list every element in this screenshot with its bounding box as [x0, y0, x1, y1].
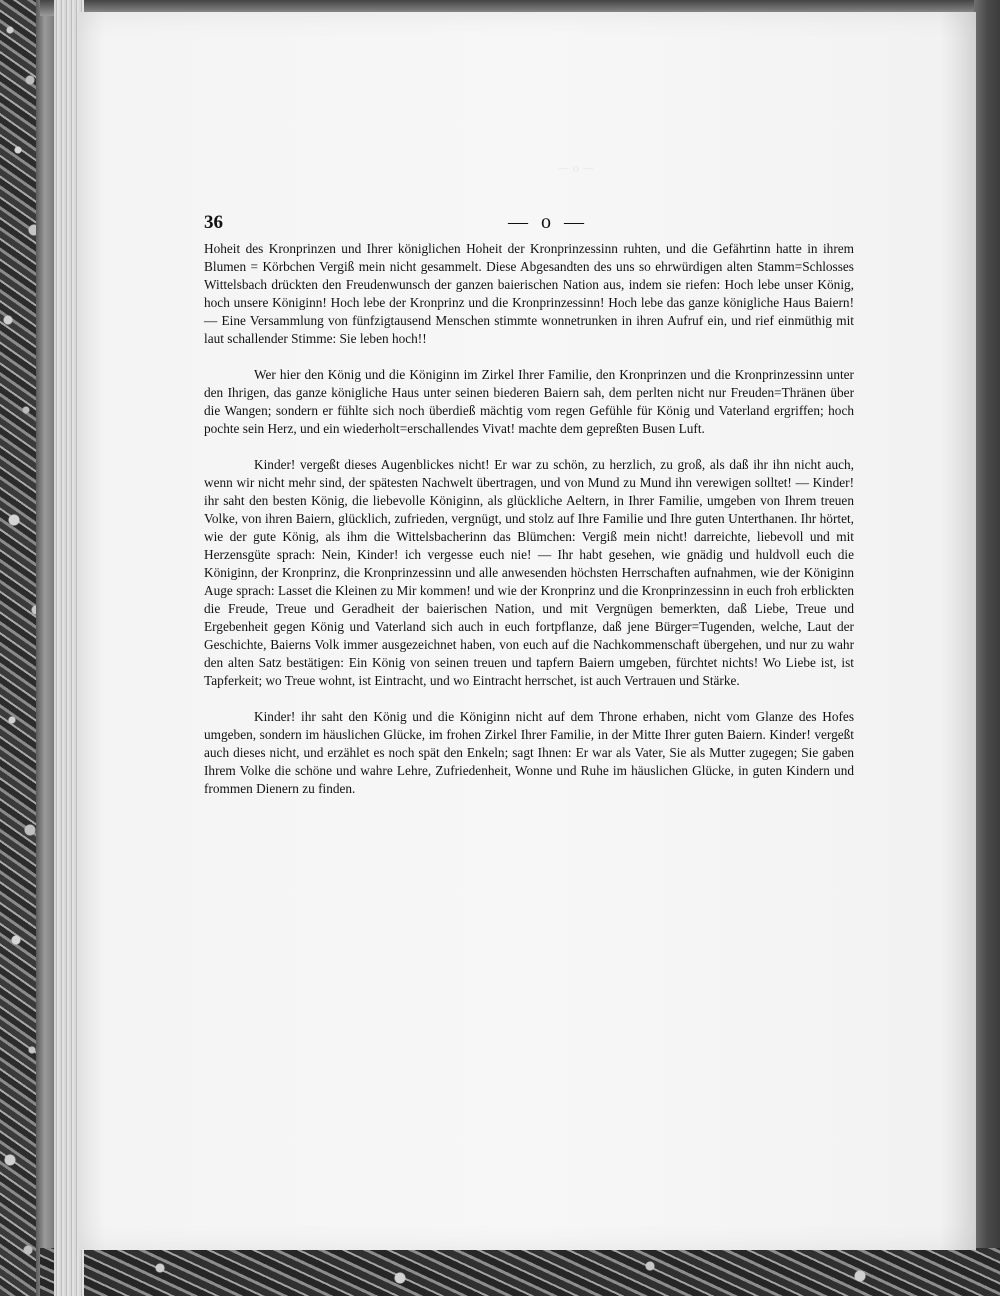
paragraph-4: Kinder! ihr saht den König und die Königinn nicht auf dem Throne erhaben, nicht vom Glanze des Hofes umgeben, sondern im häuslichen Glücke, im frohen Zirkel Ihrer Familie, in der Mitte Ihrer guten Baiern. Kinder! vergeßt auch dieses nicht, und erzählet es noch spät den Enkeln; sagt Ihnen: Er war als Vater, Sie als Mutter zugegen; Sie gaben Ihrem Volke die schöne und wahre Lehre, Zufriedenheit, Wonne und Ruhe im häuslichen Glücke, in guten Kindern und frommen Dienern zu finden. — [204, 709, 854, 796]
paragraph-2: Wer hier den König und die Königinn im Zirkel Ihrer Familie, den Kronprinzen und die Kronprinzessinn unter den Ihrigen, das ganze königliche Haus unter seinen biederen Baiern sah, dem perlten nicht nur Freuden=Thränen über die Wangen; sondern er fühlte sich noch überdieß mächtig vom regen Gefühle für König und Vaterland ergriffen; hoch pochte sein Herz, und ein wiederholt=erschallendes Vivat! machte dem gepreßten Busen Luft. — [204, 367, 854, 436]
paragraph-3: Kinder! vergeßt dieses Augenblickes nicht! Er war zu schön, zu herzlich, zu groß, als daß ihr ihn nicht auch, wenn wir nicht mehr sind, der spätesten Nachwelt übertragen, und von Mund zu Mund ihn verewigen solltet! — Kinder! ihr saht den besten König, die liebevolle Königinn, als glückliche Aeltern, in Ihrer Familie, umgeben von Ihrem treuen Volke, von ihren Baiern, glücklich, zufrieden, vergnügt, und stolz auf Ihre Familie und Ihre guten Unterthanen. Ihr hörtet, wie der gute König, als ihm die Wittelsbacherinn das Blümchen: Vergiß mein nicht! darreichte, liebevoll und mit Herzensgüte sprach: Nein, Kinder! ich vergesse euch nie! — Ihr habt gesehen, wie gnädig und huldvoll euch die Königinn, der Kronprinz, die Kronprinzessinn und alle anwesenden höchsten Herrschaften aufnahmen, wie der Königinn Auge sprach: Lasset die Kleinen zu Mir kommen! und wie der Kronprinz und die Kronprinzessinn in euch froh erblickten die Freude, Treue und Geradheit der baierischen Nation, und mit Vergnügen bemerkten, daß Liebe, Treue und Ergebenheit gegen König und Vaterland sich auch in euch fortpflanze, daß jene Bürger=Tugenden, welche, Laut der Geschichte, Baierns Volk immer ausgezeichnet haben, von euch auf die Nachkommenschaft übergehen, und nur zu wahr den alten Satz bestätigen: Ein König von seinen treuen und tapfern Baiern umgeben, fürchtet nichts! Wo Liebe ist, ist Tapferkeit; wo Treue wohnt, ist Eintracht, und wo Eintracht herrschet, ist auch Vertrauen und Stärke. — [204, 457, 854, 688]
show-through-text: — o — — [558, 162, 594, 175]
marbled-bottom-board — [40, 1248, 1000, 1296]
right-board-edge — [974, 0, 1000, 1296]
body-text — [204, 240, 854, 798]
page-header — [204, 212, 854, 238]
paragraph-1: Hoheit des Kronprinzen und Ihrer königlichen Hoheit der Kronprinzessinn ruhten, und die Gefährtinn hatte in ihrem Blumen = Körbchen Vergiß mein nicht gesammelt. Diese Abgesandten des uns so ehrwürdigen alten Stamm=Schlosses Wittelsbach drückten den Freudenwunsch der ganzen baierischen Nation aus, indem sie riefen: Hoch lebe unser König, hoch unsere Königinn! Hoch lebe der Kronprinz und die Kronprinzessinn! Hoch lebe das ganze königliche Haus Baiern! — Eine Versammlung von fünfzigtausend Menschen stimmte wonnetrunken in ihren Aufruf ein, und rief einmüthig mit laut schallender Stimme: Sie leben hoch!! — [204, 241, 854, 346]
page-number: 36 — [204, 212, 223, 233]
header-ornament: — o — — [508, 211, 588, 233]
